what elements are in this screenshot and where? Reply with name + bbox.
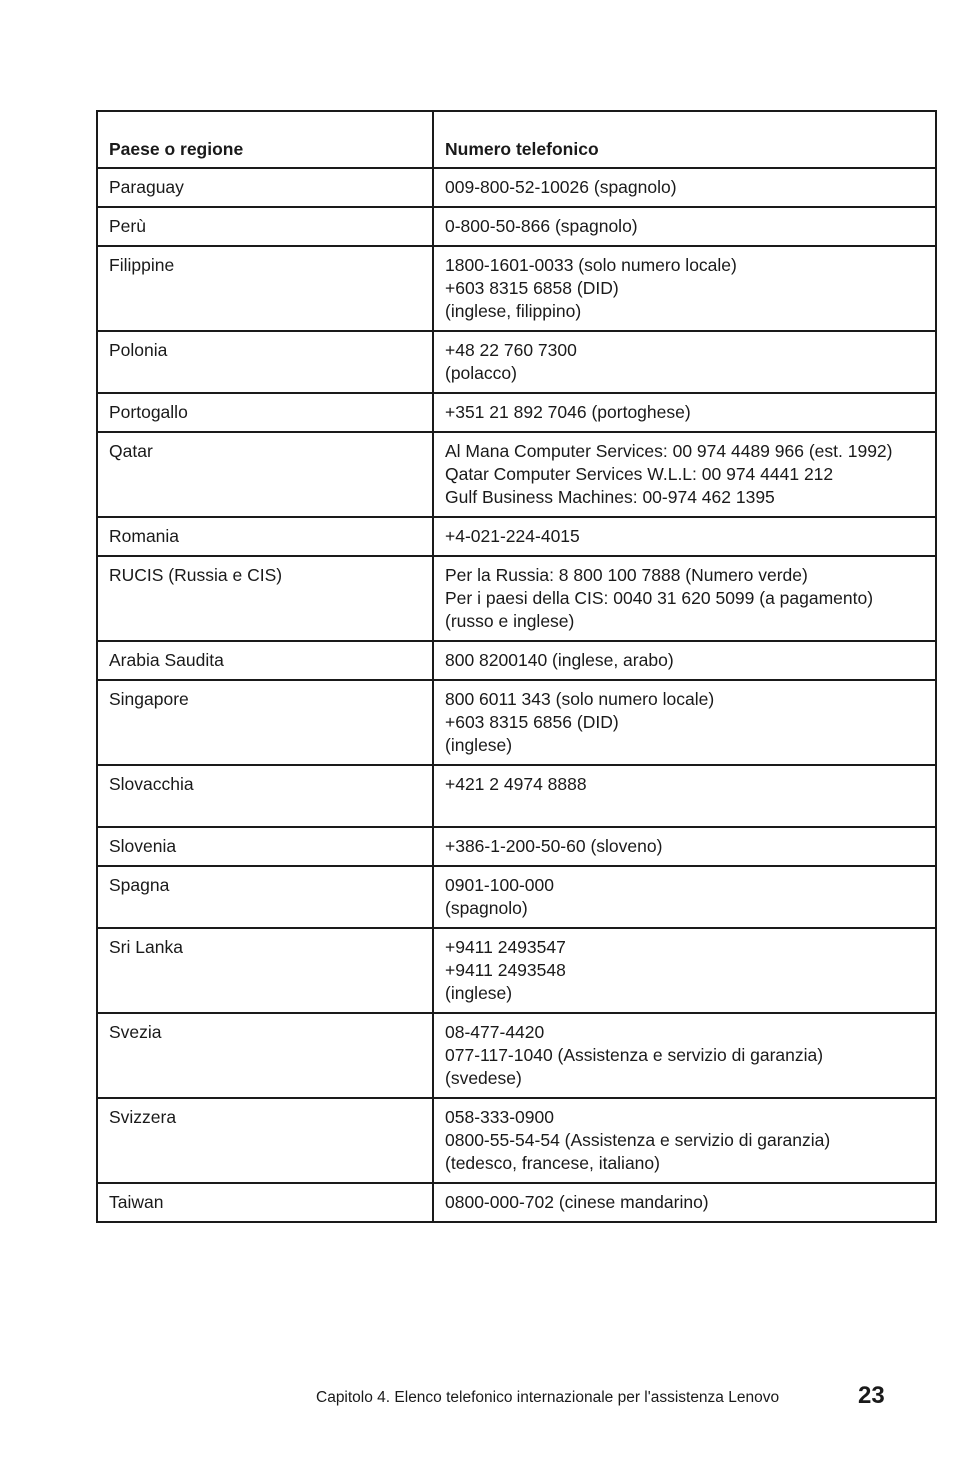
country-cell: Romania: [97, 517, 433, 556]
table-row: [97, 207, 936, 246]
phone-line: (svedese): [445, 1068, 522, 1088]
phone-line: Per la Russia: 8 800 100 7888 (Numero verde): [445, 565, 808, 585]
phone-line: Qatar Computer Services W.L.L: 00 974 4441 212: [445, 464, 834, 484]
phone-cell: [433, 432, 936, 517]
phone-line: 800 6011 343 (solo numero locale): [445, 689, 715, 709]
table-row: [97, 866, 936, 928]
phone-line: [445, 796, 924, 819]
header-phone: Numero telefonico: [433, 111, 936, 168]
phone-line: Al Mana Computer Services: 00 974 4489 966 (est. 1992): [445, 441, 893, 461]
table-row: [97, 1098, 936, 1183]
country-cell: Polonia: [97, 331, 433, 393]
phone-line: 0901-100-000: [445, 875, 554, 895]
country-cell: Slovenia: [97, 827, 433, 866]
phone-line: 058-333-0900: [445, 1107, 554, 1127]
table-body: [97, 168, 936, 1222]
table-row: [97, 517, 936, 556]
country-cell: Arabia Saudita: [97, 641, 433, 680]
phone-cell: [433, 1098, 936, 1183]
table-row: [97, 1013, 936, 1098]
phone-line: +603 8315 6858 (DID): [445, 278, 619, 298]
phone-line: 08-477-4420: [445, 1022, 545, 1042]
phone-line: (inglese): [445, 983, 513, 1003]
phone-cell: [433, 1183, 936, 1222]
phone-cell: [433, 928, 936, 1013]
phone-line: (polacco): [445, 363, 517, 383]
table-header-row: [97, 111, 936, 168]
phone-cell: [433, 765, 936, 827]
phone-line: 0-800-50-866 (spagnolo): [445, 216, 638, 236]
phone-line: +386-1-200-50-60 (sloveno): [445, 836, 663, 856]
phone-line: +421 2 4974 8888: [445, 774, 587, 794]
phone-line: +4-021-224-4015: [445, 526, 580, 546]
country-cell: Singapore: [97, 680, 433, 765]
phone-cell: [433, 246, 936, 331]
country-cell: Svezia: [97, 1013, 433, 1098]
table-row: [97, 680, 936, 765]
phone-line: (inglese, filippino): [445, 301, 582, 321]
phone-line: 1800-1601-0033 (solo numero locale): [445, 255, 737, 275]
table-row: [97, 556, 936, 641]
phone-line: +48 22 760 7300: [445, 340, 577, 360]
phone-line: +351 21 892 7046 (portoghese): [445, 402, 691, 422]
country-cell: Qatar: [97, 432, 433, 517]
table-row: [97, 168, 936, 207]
phone-line: 009-800-52-10026 (spagnolo): [445, 177, 677, 197]
phone-cell: [433, 641, 936, 680]
phone-line: (tedesco, francese, italiano): [445, 1153, 660, 1173]
country-cell: Taiwan: [97, 1183, 433, 1222]
table-row: [97, 393, 936, 432]
phone-cell: [433, 517, 936, 556]
phone-directory-table: [96, 110, 937, 1223]
country-cell: Paraguay: [97, 168, 433, 207]
phone-line: +9411 2493547: [445, 937, 566, 957]
phone-line: 0800-55-54-54 (Assistenza e servizio di garanzia): [445, 1130, 831, 1150]
phone-line: +9411 2493548: [445, 960, 566, 980]
phone-cell: [433, 866, 936, 928]
country-cell: Svizzera: [97, 1098, 433, 1183]
phone-cell: [433, 827, 936, 866]
phone-line: (inglese): [445, 735, 513, 755]
table-row: [97, 827, 936, 866]
table-row: [97, 1183, 936, 1222]
country-cell: RUCIS (Russia e CIS): [97, 556, 433, 641]
table-row: [97, 928, 936, 1013]
country-cell: Sri Lanka: [97, 928, 433, 1013]
phone-cell: [433, 680, 936, 765]
phone-line: +603 8315 6856 (DID): [445, 712, 619, 732]
table-row: [97, 432, 936, 517]
phone-line: 800 8200140 (inglese, arabo): [445, 650, 674, 670]
table-row: [97, 246, 936, 331]
phone-line: 0800-000-702 (cinese mandarino): [445, 1192, 709, 1212]
phone-cell: [433, 393, 936, 432]
footer-chapter-title: Capitolo 4. Elenco telefonico internazionale per l'assistenza Lenovo: [316, 1389, 780, 1406]
phone-cell: [433, 331, 936, 393]
phone-cell: [433, 207, 936, 246]
page-number: 23: [858, 1382, 885, 1409]
phone-line: (russo e inglese): [445, 611, 575, 631]
header-country: Paese o regione: [97, 111, 433, 168]
country-cell: Slovacchia: [97, 765, 433, 827]
phone-line: Gulf Business Machines: 00-974 462 1395: [445, 487, 775, 507]
country-cell: Filippine: [97, 246, 433, 331]
phone-cell: [433, 168, 936, 207]
table-row: [97, 641, 936, 680]
phone-line: (spagnolo): [445, 898, 528, 918]
phone-line: Per i paesi della CIS: 0040 31 620 5099 (a pagamento): [445, 588, 874, 608]
country-cell: Spagna: [97, 866, 433, 928]
table-row: [97, 765, 936, 827]
phone-cell: [433, 1013, 936, 1098]
country-cell: Portogallo: [97, 393, 433, 432]
country-cell: Perù: [97, 207, 433, 246]
phone-line: 077-117-1040 (Assistenza e servizio di garanzia): [445, 1045, 824, 1065]
phone-cell: [433, 556, 936, 641]
table-row: [97, 331, 936, 393]
